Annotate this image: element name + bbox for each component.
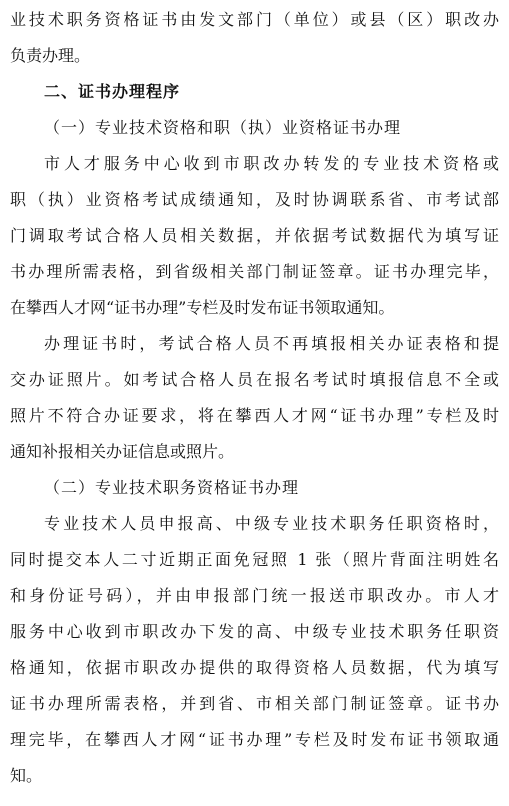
paragraph-line: 知。: [10, 766, 43, 785]
paragraph-line: 门调取考试合格人员相关数据，并依据考试数据代为填写证: [10, 226, 499, 245]
paragraph-line: 市人才服务中心收到市职改办转发的专业技术资格或: [44, 154, 499, 173]
paragraph-line: 职（执）业资格考试成绩通知，及时协调联系省、市考试部: [10, 190, 499, 209]
paragraph-line: 办理证书时，考试合格人员不再填报相关办证表格和提: [44, 334, 499, 353]
paragraph-line: 格通知，依据市职改办提供的取得资格人员数据，代为填写: [10, 658, 499, 677]
section-heading: 二、证书办理程序: [44, 82, 181, 101]
paragraph-line: 同时提交本人二寸近期正面免冠照 1 张（照片背面注明姓名: [10, 550, 499, 569]
paragraph-line: 证书办理所需表格，并到省、市相关部门制证签章。证书办: [10, 694, 499, 713]
paragraph-line: 书办理所需表格，到省级相关部门制证签章。证书办理完毕，: [10, 262, 499, 281]
paragraph-line: 和身份证号码），并由申报部门统一报送市职改办。市人才: [10, 586, 499, 605]
subsection-heading: （一）专业技术资格和职（执）业资格证书办理: [44, 118, 402, 137]
paragraph-line: 通知补报相关办证信息或照片。: [10, 442, 235, 461]
paragraph-line: 负责办理。: [10, 46, 91, 65]
paragraph-line: 业技术职务资格证书由发文部门（单位）或县（区）职改办: [10, 10, 499, 29]
paragraph-line: 专业技术人员申报高、中级专业技术职务任职资格时，: [44, 514, 499, 533]
paragraph-line: 交办证照片。如考试合格人员在报名考试时填报信息不全或: [10, 370, 499, 389]
subsection-heading: （二）专业技术职务资格证书办理: [44, 478, 300, 497]
paragraph-line: 在攀西人才网“证书办理”专栏及时发布证书领取通知。: [10, 298, 395, 317]
paragraph-line: 理完毕，在攀西人才网“证书办理”专栏及时发布证书领取通: [10, 730, 499, 749]
paragraph-line: 照片不符合办证要求，将在攀西人才网“证书办理”专栏及时: [10, 406, 499, 425]
paragraph-line: 服务中心收到市职改办下发的高、中级专业技术职务任职资: [10, 622, 499, 641]
